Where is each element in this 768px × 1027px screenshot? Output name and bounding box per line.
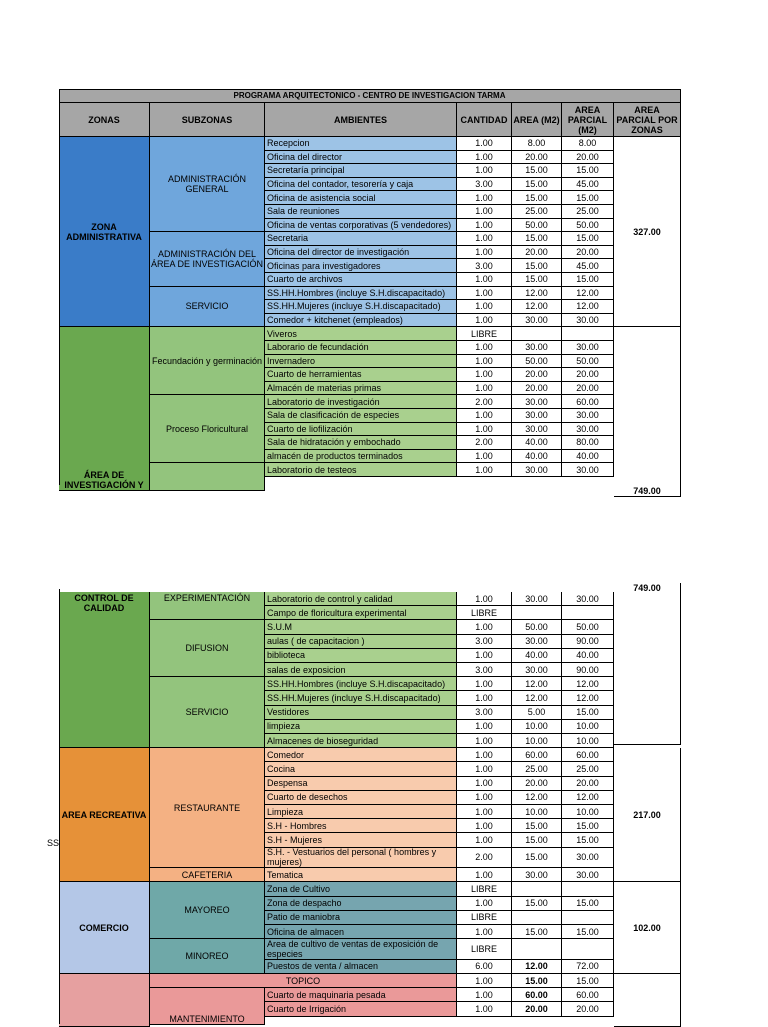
area-cell: [512, 911, 562, 925]
cantidad-cell: LIBRE: [457, 606, 512, 620]
area-cell: 60.00: [512, 988, 562, 1002]
cantidad-cell: 1.00: [457, 819, 512, 833]
ambiente-cell: Cuarto de desechos: [265, 791, 457, 805]
cantidad-cell: 1.00: [457, 720, 512, 734]
cantidad-cell: 1.00: [457, 734, 512, 748]
ambiente-cell: Oficina del director de investigación: [265, 246, 457, 260]
column-header: ZONAS: [59, 103, 150, 137]
area-parcial-cell: 8.00: [562, 137, 614, 151]
area-cell: 30.00: [512, 409, 562, 423]
ambiente-cell: Despensa: [265, 777, 457, 791]
area-cell: 12.00: [512, 287, 562, 301]
cantidad-cell: 1.00: [457, 677, 512, 691]
zone-total: [614, 974, 681, 1027]
subzone-cell: MINOREO: [150, 939, 265, 974]
area-cell: 15.00: [512, 974, 562, 988]
area-cell: [512, 327, 562, 341]
area-parcial-cell: 50.00: [562, 355, 614, 369]
cantidad-cell: 1.00: [457, 974, 512, 988]
subzone-cell: Fecundación y germinación: [150, 327, 265, 395]
area-parcial-cell: 30.00: [562, 314, 614, 328]
cantidad-cell: 1.00: [457, 164, 512, 178]
subzone-cell: SERVICIO: [150, 677, 265, 748]
area-parcial-cell: 20.00: [562, 777, 614, 791]
cantidad-cell: 3.00: [457, 259, 512, 273]
cantidad-cell: 1.00: [457, 791, 512, 805]
ambiente-cell: Oficina de ventas corporativas (5 vendedores): [265, 219, 457, 233]
area-parcial-cell: 50.00: [562, 620, 614, 634]
ambiente-cell: Almacén de materias primas: [265, 382, 457, 396]
area-parcial-cell: [562, 882, 614, 896]
area-parcial-cell: 15.00: [562, 273, 614, 287]
ambiente-cell: Comedor + kitchenet (empleados): [265, 314, 457, 328]
stray-cell-text: SS: [47, 838, 60, 848]
area-parcial-cell: 15.00: [562, 706, 614, 720]
area-parcial-cell: [562, 939, 614, 960]
area-cell: 15.00: [512, 848, 562, 869]
ambiente-cell: Tematica: [265, 868, 457, 882]
area-parcial-cell: 12.00: [562, 287, 614, 301]
cantidad-cell: 1.00: [457, 649, 512, 663]
area-parcial-cell: 50.00: [562, 219, 614, 233]
area-parcial-cell: 20.00: [562, 1002, 614, 1016]
area-cell: 12.00: [512, 791, 562, 805]
cantidad-cell: 1.00: [457, 463, 512, 477]
area-cell: 30.00: [512, 423, 562, 437]
cantidad-cell: 1.00: [457, 191, 512, 205]
area-cell: 20.00: [512, 382, 562, 396]
area-parcial-cell: 30.00: [562, 463, 614, 477]
area-cell: 10.00: [512, 734, 562, 748]
area-parcial-cell: 15.00: [562, 164, 614, 178]
subzone-cell: ADMINISTRACIÓN GENERAL: [150, 137, 265, 232]
area-parcial-cell: 60.00: [562, 395, 614, 409]
column-header: AREA PARCIAL (M2): [562, 103, 614, 137]
area-parcial-cell: 15.00: [562, 819, 614, 833]
cantidad-cell: 1.00: [457, 1002, 512, 1016]
ambiente-cell: S.U.M: [265, 620, 457, 634]
ambiente-cell: Almacenes de bioseguridad: [265, 734, 457, 748]
ambiente-cell: salas de exposicion: [265, 663, 457, 677]
area-cell: 12.00: [512, 677, 562, 691]
cantidad-cell: 2.00: [457, 436, 512, 450]
area-parcial-cell: 25.00: [562, 762, 614, 776]
area-cell: 5.00: [512, 706, 562, 720]
area-cell: 12.00: [512, 960, 562, 974]
ambiente-cell: Recepcion: [265, 137, 457, 151]
area-parcial-cell: 25.00: [562, 205, 614, 219]
area-cell: 12.00: [512, 691, 562, 705]
area-parcial-cell: 80.00: [562, 436, 614, 450]
cantidad-cell: 1.00: [457, 450, 512, 464]
subzone-cell: TOPICO: [150, 974, 457, 988]
ambiente-cell: Cuarto de liofilización: [265, 423, 457, 437]
area-cell: 10.00: [512, 805, 562, 819]
cantidad-cell: 1.00: [457, 300, 512, 314]
ambiente-cell: Puestos de venta / almacen: [265, 960, 457, 974]
ambiente-cell: Sala de hidratación y embochado: [265, 436, 457, 450]
area-cell: 30.00: [512, 341, 562, 355]
subzone-cell: RESTAURANTE: [150, 748, 265, 868]
area-parcial-cell: 20.00: [562, 151, 614, 165]
cantidad-cell: 1.00: [457, 762, 512, 776]
ambiente-cell: Laborario de fecundación: [265, 341, 457, 355]
subzone-cell: MAYOREO: [150, 882, 265, 939]
ambiente-cell: Area de cultivo de ventas de exposición de especies: [265, 939, 457, 960]
zone-total: 749.00: [614, 583, 681, 745]
cantidad-cell: 1.00: [457, 368, 512, 382]
area-parcial-cell: 15.00: [562, 833, 614, 847]
area-parcial-cell: 30.00: [562, 592, 614, 606]
cantidad-cell: 1.00: [457, 925, 512, 939]
ambiente-cell: Campo de floricultura experimental: [265, 606, 457, 620]
area-cell: 15.00: [512, 925, 562, 939]
area-cell: 50.00: [512, 620, 562, 634]
ambiente-cell: SS.HH.Hombres (incluye S.H.discapacitado): [265, 677, 457, 691]
ambiente-cell: Oficina del contador, tesorería y caja: [265, 178, 457, 192]
area-cell: 20.00: [512, 151, 562, 165]
area-cell: 40.00: [512, 436, 562, 450]
cantidad-cell: LIBRE: [457, 939, 512, 960]
cantidad-cell: 1.00: [457, 314, 512, 328]
column-header: AMBIENTES: [265, 103, 457, 137]
cantidad-cell: 1.00: [457, 205, 512, 219]
area-cell: 20.00: [512, 777, 562, 791]
area-cell: 15.00: [512, 819, 562, 833]
cantidad-cell: 1.00: [457, 592, 512, 606]
ambiente-cell: Cuarto de herramientas: [265, 368, 457, 382]
cantidad-cell: 1.00: [457, 137, 512, 151]
subzone-cell: DIFUSION: [150, 620, 265, 677]
ambiente-cell: Vestidores: [265, 706, 457, 720]
area-cell: 30.00: [512, 395, 562, 409]
zone-investigacion: CONTROL DE CALIDAD: [59, 592, 150, 748]
area-cell: 20.00: [512, 368, 562, 382]
ambiente-cell: aulas ( de capacitacion ): [265, 635, 457, 649]
area-cell: 15.00: [512, 897, 562, 911]
cantidad-cell: 2.00: [457, 395, 512, 409]
area-cell: 60.00: [512, 748, 562, 762]
area-cell: 15.00: [512, 232, 562, 246]
area-cell: 30.00: [512, 868, 562, 882]
cantidad-cell: 1.00: [457, 246, 512, 260]
ambiente-cell: Limpieza: [265, 805, 457, 819]
zone-investigacion: ÁREA DE INVESTIGACIÓN Y: [59, 327, 150, 490]
cantidad-cell: 1.00: [457, 382, 512, 396]
ambiente-cell: biblioteca: [265, 649, 457, 663]
area-cell: 50.00: [512, 355, 562, 369]
area-cell: 30.00: [512, 314, 562, 328]
ambiente-cell: Viveros: [265, 327, 457, 341]
cantidad-cell: 1.00: [457, 620, 512, 634]
ambiente-cell: Secretaría principal: [265, 164, 457, 178]
area-parcial-cell: 90.00: [562, 663, 614, 677]
cantidad-cell: LIBRE: [457, 327, 512, 341]
cantidad-cell: LIBRE: [457, 882, 512, 896]
area-cell: 30.00: [512, 635, 562, 649]
ambiente-cell: Oficina del director: [265, 151, 457, 165]
area-parcial-cell: 15.00: [562, 974, 614, 988]
area-parcial-cell: 30.00: [562, 868, 614, 882]
cantidad-cell: 1.00: [457, 868, 512, 882]
area-parcial-cell: 12.00: [562, 677, 614, 691]
ambiente-cell: SS.HH.Hombres (incluye S.H.discapacitado): [265, 287, 457, 301]
zone-total: 327.00: [614, 137, 681, 327]
area-parcial-cell: 15.00: [562, 897, 614, 911]
area-parcial-cell: 45.00: [562, 178, 614, 192]
area-parcial-cell: 40.00: [562, 450, 614, 464]
ambiente-cell: Laboratorio de testeos: [265, 463, 457, 477]
area-parcial-cell: [562, 327, 614, 341]
area-parcial-cell: 30.00: [562, 848, 614, 869]
ambiente-cell: SS.HH.Mujeres (incluye S.H.discapacitado): [265, 691, 457, 705]
ambiente-cell: limpieza: [265, 720, 457, 734]
cantidad-cell: 3.00: [457, 178, 512, 192]
area-cell: 15.00: [512, 164, 562, 178]
subzone-cell: ADMINISTRACIÓN DEL ÁREA DE INVESTIGACIÓN: [150, 232, 265, 286]
cantidad-cell: 1.00: [457, 897, 512, 911]
ambiente-cell: Sala de reuniones: [265, 205, 457, 219]
program-table-part-2: [59, 583, 681, 1024]
area-parcial-cell: 45.00: [562, 259, 614, 273]
area-cell: 15.00: [512, 259, 562, 273]
cantidad-cell: 1.00: [457, 833, 512, 847]
area-cell: 40.00: [512, 450, 562, 464]
ambiente-cell: Invernadero: [265, 355, 457, 369]
zone-servicios: [59, 974, 150, 1027]
area-parcial-cell: 30.00: [562, 341, 614, 355]
cantidad-cell: 1.00: [457, 777, 512, 791]
cantidad-cell: 1.00: [457, 355, 512, 369]
zone-total: 217.00: [614, 748, 681, 882]
ambiente-cell: Oficina de almacen: [265, 925, 457, 939]
cantidad-cell: 1.00: [457, 151, 512, 165]
zone-total: 102.00: [614, 882, 681, 974]
column-header: CANTIDAD: [457, 103, 512, 137]
subzone-cell: CAFETERIA: [150, 868, 265, 882]
area-parcial-cell: 90.00: [562, 635, 614, 649]
subzone-cell: Proceso Floricultural: [150, 395, 265, 463]
area-parcial-cell: 12.00: [562, 791, 614, 805]
column-header: AREA (M2): [512, 103, 562, 137]
ambiente-cell: Zona de Cultivo: [265, 882, 457, 896]
cantidad-cell: LIBRE: [457, 911, 512, 925]
cantidad-cell: 1.00: [457, 232, 512, 246]
ambiente-cell: Oficinas para investigadores: [265, 259, 457, 273]
area-parcial-cell: [562, 606, 614, 620]
area-cell: 20.00: [512, 246, 562, 260]
ambiente-cell: Cuarto de maquinaria pesada: [265, 988, 457, 1002]
area-cell: [512, 882, 562, 896]
zone-total: 749.00: [614, 327, 681, 496]
area-cell: [512, 606, 562, 620]
area-parcial-cell: 12.00: [562, 691, 614, 705]
area-parcial-cell: 60.00: [562, 988, 614, 1002]
ambiente-cell: S.H - Hombres: [265, 819, 457, 833]
cantidad-cell: 1.00: [457, 341, 512, 355]
cantidad-cell: 1.00: [457, 219, 512, 233]
ambiente-cell: S.H - Mujeres: [265, 833, 457, 847]
cantidad-cell: 1.00: [457, 988, 512, 1002]
column-header: AREA PARCIAL POR ZONAS: [614, 103, 681, 137]
area-cell: 30.00: [512, 463, 562, 477]
ambiente-cell: SS.HH.Mujeres (incluye S.H.discapacitado): [265, 300, 457, 314]
ambiente-cell: Laboratorio de control y calidad: [265, 592, 457, 606]
subzone-cell: EXPERIMENTACIÓN: [150, 592, 265, 620]
area-parcial-cell: 10.00: [562, 805, 614, 819]
area-cell: 15.00: [512, 178, 562, 192]
ambiente-cell: Comedor: [265, 748, 457, 762]
area-parcial-cell: 20.00: [562, 368, 614, 382]
ambiente-cell: S.H. - Vestuarios del personal ( hombres y mujeres): [265, 848, 457, 869]
cantidad-cell: 6.00: [457, 960, 512, 974]
cantidad-cell: 3.00: [457, 635, 512, 649]
cantidad-cell: 1.00: [457, 409, 512, 423]
area-parcial-cell: 20.00: [562, 382, 614, 396]
zone-administrativa: ZONA ADMINISTRATIVA: [59, 137, 150, 327]
ambiente-cell: Cuarto de archivos: [265, 273, 457, 287]
subzone-cell: SERVICIO: [150, 287, 265, 328]
area-parcial-cell: 15.00: [562, 925, 614, 939]
ambiente-cell: Laboratorio de investigación: [265, 395, 457, 409]
area-parcial-cell: 20.00: [562, 246, 614, 260]
area-cell: 30.00: [512, 592, 562, 606]
area-cell: 15.00: [512, 273, 562, 287]
ambiente-cell: almacén de productos terminados: [265, 450, 457, 464]
ambiente-cell: Cuarto de Irrigación: [265, 1002, 457, 1016]
area-cell: 15.00: [512, 833, 562, 847]
cantidad-cell: 1.00: [457, 805, 512, 819]
zone-recreativa: AREA RECREATIVA: [59, 748, 150, 882]
area-cell: [512, 939, 562, 960]
cantidad-cell: 1.00: [457, 691, 512, 705]
ambiente-cell: Oficina de asistencia social: [265, 191, 457, 205]
area-parcial-cell: 15.00: [562, 232, 614, 246]
area-cell: 50.00: [512, 219, 562, 233]
cantidad-cell: 2.00: [457, 848, 512, 869]
zone-comercio: COMERCIO: [59, 882, 150, 974]
area-cell: 25.00: [512, 205, 562, 219]
cantidad-cell: 1.00: [457, 423, 512, 437]
area-parcial-cell: 72.00: [562, 960, 614, 974]
ambiente-cell: Patio de maniobra: [265, 911, 457, 925]
program-table-part-1: [59, 89, 681, 496]
cantidad-cell: 1.00: [457, 273, 512, 287]
area-parcial-cell: 30.00: [562, 409, 614, 423]
ambiente-cell: Sala de clasificación de especies: [265, 409, 457, 423]
area-cell: 15.00: [512, 191, 562, 205]
area-parcial-cell: 15.00: [562, 191, 614, 205]
area-parcial-cell: 60.00: [562, 748, 614, 762]
area-parcial-cell: 40.00: [562, 649, 614, 663]
area-cell: 8.00: [512, 137, 562, 151]
cantidad-cell: 3.00: [457, 663, 512, 677]
area-cell: 40.00: [512, 649, 562, 663]
subzone-cell: [150, 463, 265, 490]
ambiente-cell: Secretaria: [265, 232, 457, 246]
table-title: PROGRAMA ARQUITECTONICO - CENTRO DE INVESTIGACION TARMA: [59, 89, 681, 103]
area-parcial-cell: 30.00: [562, 423, 614, 437]
cantidad-cell: 3.00: [457, 706, 512, 720]
subzone-cell: MANTENIMIENTO: [150, 988, 265, 1024]
area-parcial-cell: 10.00: [562, 734, 614, 748]
ambiente-cell: Cocina: [265, 762, 457, 776]
area-cell: 30.00: [512, 663, 562, 677]
area-cell: 10.00: [512, 720, 562, 734]
ambiente-cell: Zona de despacho: [265, 897, 457, 911]
area-parcial-cell: 12.00: [562, 300, 614, 314]
column-header: SUBZONAS: [150, 103, 265, 137]
cantidad-cell: 1.00: [457, 287, 512, 301]
area-parcial-cell: 10.00: [562, 720, 614, 734]
area-cell: 25.00: [512, 762, 562, 776]
area-parcial-cell: [562, 911, 614, 925]
area-cell: 20.00: [512, 1002, 562, 1016]
area-cell: 12.00: [512, 300, 562, 314]
cantidad-cell: 1.00: [457, 748, 512, 762]
